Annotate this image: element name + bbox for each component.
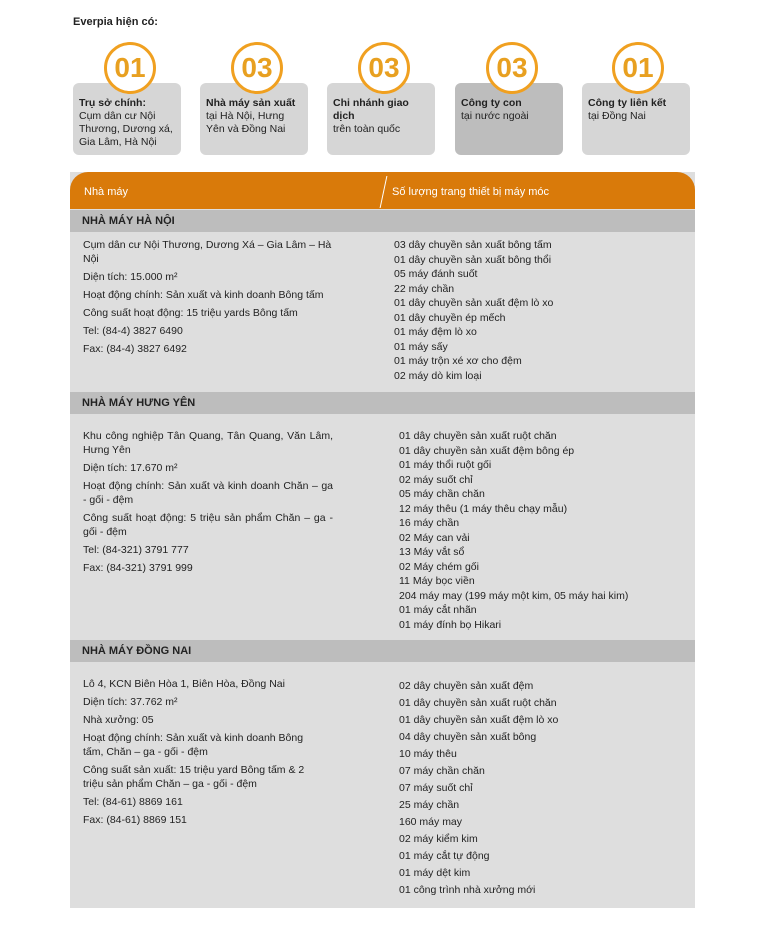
section-title-dongnai: NHÀ MÁY ĐỒNG NAI <box>70 640 695 662</box>
info-line: Nhà xưởng: 05 <box>83 714 154 726</box>
list-item: 25 máy chần <box>399 799 460 811</box>
factory-info-dongnai <box>83 677 323 831</box>
list-item: 01 máy đệm lò xo <box>394 326 477 338</box>
info-line: Tel: (84-61) 8869 161 <box>83 796 183 808</box>
list-item: 07 máy chần chăn <box>399 765 485 777</box>
list-item: 160 máy may <box>399 816 463 828</box>
equipment-list-hanoi <box>394 238 684 383</box>
card-title: Nhà máy sản xuất <box>206 97 296 109</box>
list-item: 16 máy chần <box>399 517 460 529</box>
column-header-factory: Nhà máy <box>84 186 129 198</box>
list-item: 01 máy cắt nhãn <box>399 604 477 616</box>
info-line: Hoạt động chính: Sản xuất và kinh doanh Bông tấm <box>83 289 324 301</box>
card-text: trên toàn quốc <box>333 123 401 135</box>
list-item: 01 công trình nhà xưởng mới <box>399 884 536 896</box>
list-item: 02 máy suốt chỉ <box>399 473 473 486</box>
header-divider <box>380 176 388 208</box>
list-item: 02 Máy chém gối <box>399 560 479 573</box>
list-item: 05 máy đánh suốt <box>394 268 478 280</box>
factory-info-hanoi <box>83 238 343 360</box>
list-item: 03 dây chuyền sản xuất bông tấm <box>394 239 552 251</box>
equipment-list-dongnai <box>399 678 689 899</box>
info-line: Hoạt động chính: Sản xuất và kinh doanh Chăn – ga - gối - đệm <box>83 480 333 506</box>
list-item: 02 máy dò kim loại <box>394 369 482 382</box>
info-line: Khu công nghiệp Tân Quang, Tân Quang, Văn Lâm, Hưng Yên <box>83 430 333 456</box>
list-item: 12 máy thêu (1 máy thêu chạy mẫu) <box>399 502 568 515</box>
info-line: Hoạt động chính: Sản xuất và kinh doanh Bông tấm, Chăn – ga - gối - đệm <box>83 732 304 758</box>
info-line: Fax: (84-61) 8869 151 <box>83 814 187 826</box>
list-item: 02 dây chuyền sản xuất đệm <box>399 680 534 692</box>
list-item: 07 máy suốt chỉ <box>399 782 473 794</box>
list-item: 01 máy cắt tự động <box>399 850 490 862</box>
info-line: Cụm dân cư Nội Thương, Dương Xá – Gia Lâm – Hà Nội <box>83 239 332 265</box>
card-title: Công ty con <box>461 97 522 109</box>
section-title-hanoi: NHÀ MÁY HÀ NỘI <box>70 210 695 232</box>
info-line: Lô 4, KCN Biên Hòa 1, Biên Hòa, Đồng Nai <box>83 678 285 690</box>
column-header-equipment: Số lượng trang thiết bị máy móc <box>392 186 550 198</box>
list-item: 01 máy đính bọ Hikari <box>399 618 502 631</box>
intro-heading: Everpia hiện có: <box>73 16 158 28</box>
info-line: Tel: (84-4) 3827 6490 <box>83 325 183 337</box>
info-line: Công suất hoạt động: 15 triệu yards Bông tấm <box>83 307 298 319</box>
card-text: tại Hà Nội, Hưng Yên và Đồng Nai <box>206 110 286 135</box>
list-item: 01 dây chuyền sản xuất đệm lò xo <box>399 714 559 726</box>
count-badge: 03 <box>358 42 410 94</box>
list-item: 01 dây chuyền sản xuất ruột chăn <box>399 430 557 442</box>
list-item: 01 dây chuyền ép mếch <box>394 311 506 324</box>
table-header <box>70 172 695 209</box>
list-item: 11 Máy bọc viền <box>399 575 475 587</box>
list-item: 10 máy thêu <box>399 748 457 760</box>
count-badge: 01 <box>104 42 156 94</box>
list-item: 13 Máy vắt sổ <box>399 546 465 558</box>
equipment-list-hungyen <box>399 429 689 632</box>
factory-info-hungyen <box>83 429 333 579</box>
list-item: 01 máy sấy <box>394 340 448 353</box>
count-badge: 03 <box>231 42 283 94</box>
info-line: Diện tích: 37.762 m² <box>83 696 178 708</box>
count-badge: 03 <box>486 42 538 94</box>
list-item: 01 máy dệt kim <box>399 867 471 879</box>
card-text: tại Đồng Nai <box>588 110 646 122</box>
card-title: Công ty liên kết <box>588 97 667 109</box>
list-item: 01 máy trộn xé xơ cho đệm <box>394 355 522 367</box>
list-item: 02 máy kiểm kim <box>399 833 478 845</box>
list-item: 01 dây chuyền sản xuất bông thổi <box>394 253 552 266</box>
list-item: 01 máy thổi ruột gối <box>399 459 492 471</box>
card-title: Trụ sở chính: <box>79 97 146 109</box>
info-line: Tel: (84-321) 3791 777 <box>83 544 189 556</box>
list-item: 01 dây chuyền sản xuất đệm lò xo <box>394 297 554 309</box>
info-line: Diện tích: 17.670 m² <box>83 462 178 474</box>
info-line: Fax: (84-321) 3791 999 <box>83 562 193 574</box>
card-text: Cụm dân cư Nội Thương, Dương xá, Gia Lâm, Hà Nội <box>79 110 173 148</box>
info-line: Công suất sản xuất: 15 triệu yard Bông tấm & 2 triệu sản phẩm Chăn – ga - gối - đệm <box>83 764 305 790</box>
list-item: 22 máy chần <box>394 282 455 295</box>
factory-table <box>70 172 695 908</box>
info-line: Công suất hoạt động: 5 triệu sản phẩm Chăn – ga - gối - đệm <box>83 512 333 538</box>
card-title: Chi nhánh giao dịch <box>333 97 409 122</box>
section-title-hungyen: NHÀ MÁY HƯNG YÊN <box>70 392 695 414</box>
list-item: 05 máy chần chăn <box>399 488 485 500</box>
list-item: 01 dây chuyền sản xuất ruột chăn <box>399 697 557 709</box>
list-item: 02 Máy can vải <box>399 531 470 544</box>
info-line: Fax: (84-4) 3827 6492 <box>83 343 187 355</box>
card-text: tại nước ngoài <box>461 110 529 122</box>
count-badge: 01 <box>612 42 664 94</box>
info-line: Diện tích: 15.000 m² <box>83 271 178 283</box>
list-item: 01 dây chuyền sản xuất đệm bông ép <box>399 444 575 457</box>
list-item: 204 máy may (199 máy một kim, 05 máy hai kim) <box>399 589 629 602</box>
list-item: 04 dây chuyền sản xuất bông <box>399 731 537 743</box>
